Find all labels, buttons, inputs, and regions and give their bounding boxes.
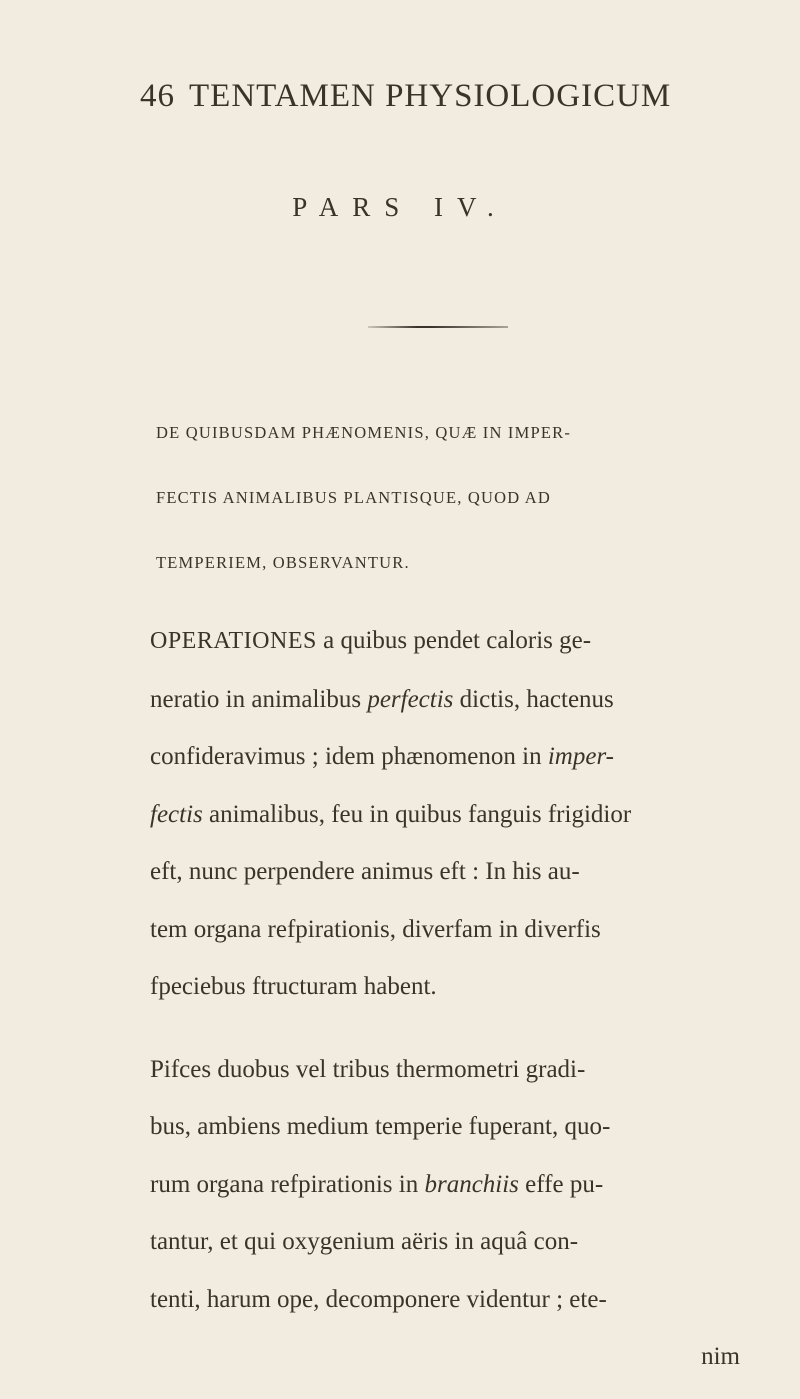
italic-term: perfectis <box>367 685 454 713</box>
text-line: OPERATIONES a quibus pendet caloris ge- <box>150 627 592 654</box>
text-line: tantur, et qui oxygenium aëris in aquâ con- <box>150 1228 579 1255</box>
italic-term: fectis <box>150 800 203 828</box>
text-line: neratio in animalibus perfectis dictis, hactenus <box>150 685 614 713</box>
text-line: confideravimus ; idem phænomenon in imper- <box>150 743 615 770</box>
subtitle-line: DE QUIBUSDAM PHÆNOMENIS, QUÆ IN IMPER- <box>156 423 572 442</box>
text-line: tem organa refpirationis, diverfam in diverfis <box>150 915 601 943</box>
text-line: eft, nunc perpendere animus eft : In his au- <box>150 858 580 885</box>
page-number: 46 <box>140 78 175 114</box>
italic-term: imper- <box>547 743 615 770</box>
text-line: bus, ambiens medium temperie fuperant, quo- <box>150 1113 611 1140</box>
subtitle-line: FECTIS ANIMALIBUS PLANTISQUE, QUOD AD <box>156 488 552 507</box>
subtitle-line: TEMPERIEM, OBSERVANTUR. <box>156 553 410 572</box>
paragraph-1 <box>150 612 750 1016</box>
text-line: Pifces duobus vel tribus thermometri gradi- <box>150 1055 586 1083</box>
paragraph-2 <box>150 1041 750 1386</box>
catchword: nim <box>701 1343 740 1370</box>
text-line: fectis animalibus, feu in quibus fanguis frigidior <box>150 800 632 828</box>
running-title: TENTAMEN PHYSIOLOGICUM <box>189 78 672 114</box>
ornamental-rule <box>368 326 508 328</box>
paragraph-gap <box>150 1016 750 1041</box>
running-head <box>140 78 700 115</box>
body-text <box>150 612 750 1386</box>
italic-term: branchiis <box>424 1170 519 1198</box>
part-title: PARS IV. <box>292 192 508 222</box>
text-line: rum organa refpirationis in branchiis effe pu- <box>150 1170 604 1198</box>
section-subtitle <box>156 400 746 595</box>
lead-word: OPERATIONES <box>150 628 317 654</box>
text-line: fpeciebus ftructuram habent. <box>150 973 437 1000</box>
text-line: tenti, harum ope, decomponere videntur ; ete- <box>150 1285 607 1313</box>
